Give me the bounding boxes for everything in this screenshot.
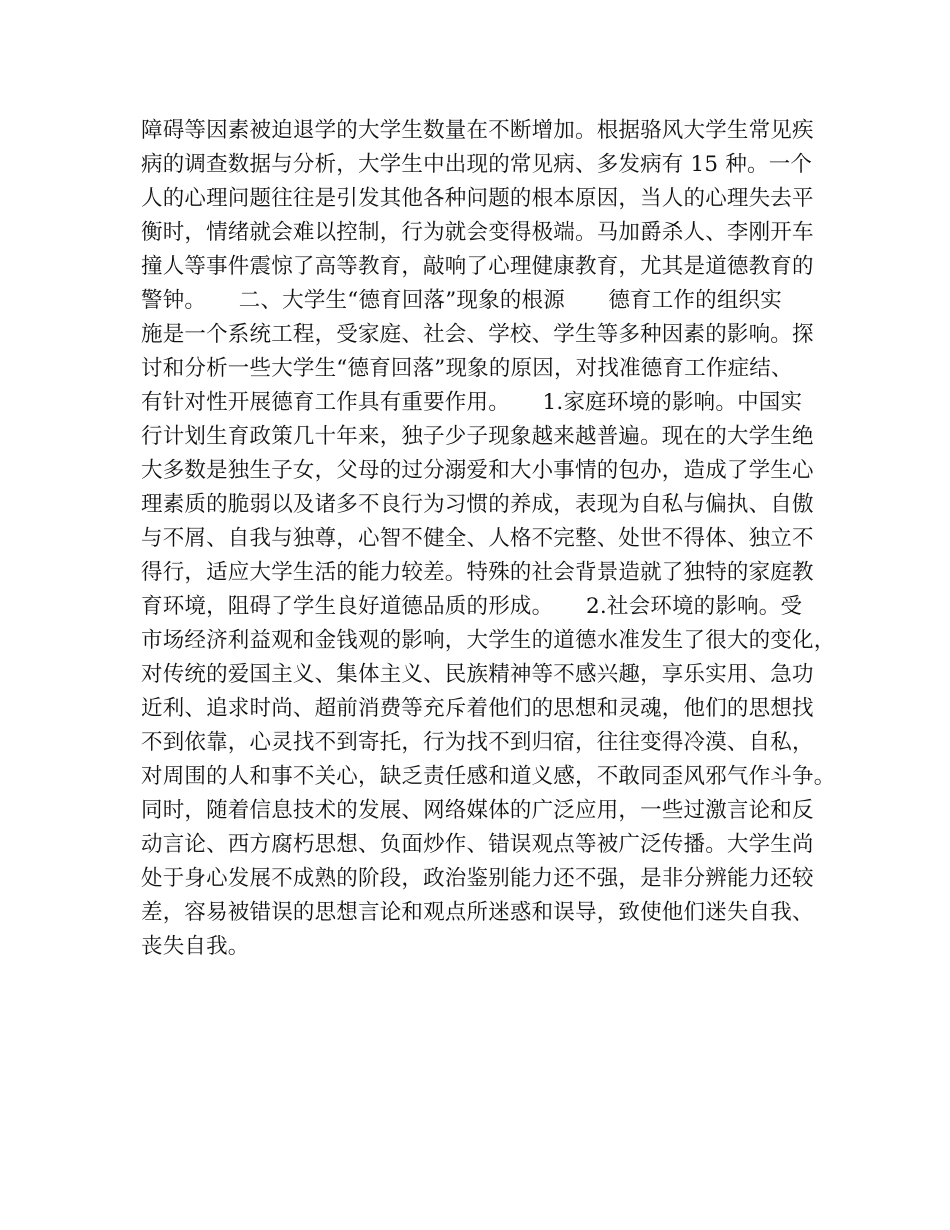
text-line-11: 大多数是独生子女，父母的过分溺爱和大小事情的包办，造成了学生心 (141, 458, 814, 483)
text-line-12: 理素质的脆弱以及诸多不良行为习惯的养成，表现为自私与偏执、自傲 (141, 492, 814, 517)
text-line-16: 市场经济利益观和金钱观的影响，大学生的道德水准发生了很大的变化， (141, 628, 836, 653)
text-line-20: 对周围的人和事不关心，缺乏责任感和道义感，不敢同歪风邪气作斗争。 (141, 764, 836, 789)
text-line-6: 警钟。 二、大学生“德育回落”现象的根源 德育工作的组织实 (141, 288, 782, 313)
text-line-8: 讨和分析一些大学生“德育回落”现象的原因，对找准德育工作症结、 (141, 356, 793, 381)
text-line-17: 对传统的爱国主义、集体主义、民族精神等不感兴趣，享乐实用、急功 (141, 662, 814, 687)
body-text (141, 114, 836, 964)
text-line-23: 处于身心发展不成熟的阶段，政治鉴别能力还不强，是非分辨能力还较 (141, 866, 814, 891)
text-line-3: 人的心理问题往往是引发其他各种问题的根本原因，当人的心理失去平 (141, 186, 814, 211)
text-line-15: 育环境，阻碍了学生良好道德品质的形成。 2.社会环境的影响。受 (141, 594, 803, 619)
text-line-7: 施是一个系统工程，受家庭、社会、学校、学生等多种因素的影响。探 (141, 322, 814, 347)
text-line-4: 衡时，情绪就会难以控制，行为就会变得极端。马加爵杀人、李刚开车 (141, 220, 814, 245)
text-line-2: 病的调查数据与分析，大学生中出现的常见病、多发病有 15 种。一个 (141, 152, 813, 177)
text-line-14: 得行，适应大学生活的能力较差。特殊的社会背景造就了独特的家庭教 (141, 560, 814, 585)
text-line-24: 差，容易被错误的思想言论和观点所迷惑和误导，致使他们迷失自我、 (141, 900, 814, 925)
text-line-13: 与不屑、自我与独尊，心智不健全、人格不完整、处世不得体、独立不 (141, 526, 814, 551)
text-line-5: 撞人等事件震惊了高等教育，敲响了心理健康教育，尤其是道德教育的 (141, 254, 814, 279)
text-line-9: 有针对性开展德育工作具有重要作用。 1.家庭环境的影响。中国实 (141, 390, 803, 415)
text-line-22: 动言论、西方腐朽思想、负面炒作、错误观点等被广泛传播。大学生尚 (141, 832, 814, 857)
text-line-25: 丧失自我。 (141, 934, 250, 959)
text-line-10: 行计划生育政策几十年来，独子少子现象越来越普遍。现在的大学生绝 (141, 424, 814, 449)
text-line-19: 不到依靠，心灵找不到寄托，行为找不到归宿，往往变得冷漠、自私， (141, 730, 814, 755)
text-line-21: 同时，随着信息技术的发展、网络媒体的广泛应用，一些过激言论和反 (141, 798, 814, 823)
text-line-18: 近利、追求时尚、超前消费等充斥着他们的思想和灵魂，他们的思想找 (141, 696, 814, 721)
text-line-1: 障碍等因素被迫退学的大学生数量在不断增加。根据骆风大学生常见疾 (141, 118, 814, 143)
